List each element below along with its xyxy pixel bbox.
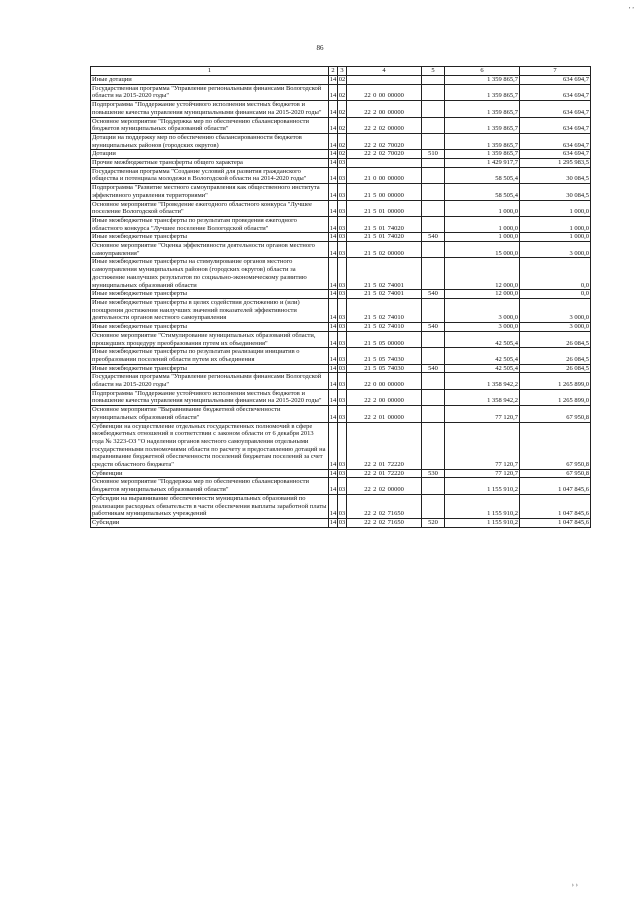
- row-amount-col7: 1 000,0: [520, 216, 591, 232]
- row-subsection-code: 02: [338, 117, 347, 133]
- row-amount-col6: 12 000,0: [445, 290, 520, 299]
- row-subsection-code: 03: [338, 518, 346, 526]
- row-amount-col6: 77 120,7: [445, 422, 520, 469]
- row-amount-col7: 1 000,0: [520, 200, 591, 216]
- row-expense-type: [422, 348, 445, 364]
- row-amount-col6: 1 359 865,7: [445, 101, 520, 117]
- row-expense-type: [422, 331, 445, 347]
- row-amount-col7: 26 084,5: [520, 364, 591, 373]
- row-section-code: 14: [329, 331, 338, 347]
- table-row: [91, 133, 591, 149]
- table-row: [91, 290, 591, 299]
- row-section-code: 14: [329, 258, 338, 290]
- row-subsection-code: 03: [338, 364, 346, 372]
- row-subsection-code: 02: [338, 76, 346, 83]
- header-col-7: 7: [520, 67, 591, 76]
- row-section-code: 14: [329, 117, 338, 133]
- row-description: Основное мероприятие "Стимулирование муниципальных образований области, прошедших процедуру преобразования путем их объединения": [91, 331, 329, 347]
- row-description: Иные межбюджетные трансферты на стимулирование органов местного самоуправления муниципальных районов (городских округов) области за достижение наилучших результатов по социально-экономическому развитию муниципальных образований области: [91, 258, 329, 290]
- row-amount-col6: 15 000,0: [445, 242, 520, 258]
- table-row: [91, 406, 591, 422]
- row-amount-col6: 1 000,0: [445, 216, 520, 232]
- row-amount-col6: 1 359 865,7: [445, 117, 520, 133]
- row-amount-col7: 1 295 983,5: [520, 159, 591, 168]
- table-row: [91, 494, 591, 518]
- row-subsection-code: 03: [338, 298, 347, 322]
- row-expense-type: [422, 101, 445, 117]
- row-amount-col6: 42 505,4: [445, 331, 520, 347]
- row-expense-type: 530: [422, 469, 445, 478]
- row-amount-col6: 1 359 865,7: [445, 150, 520, 159]
- row-amount-col7: 3 000,0: [520, 298, 591, 322]
- row-amount-col7: 3 000,0: [520, 323, 591, 332]
- row-subsection-code: 03: [338, 159, 346, 167]
- table-row: [91, 323, 591, 332]
- row-description: Подпрограмма "Поддержание устойчивого исполнения местных бюджетов и повышение качества управления муниципальными финансами на 2015-2020 годы": [91, 101, 329, 117]
- row-section-code: 14: [329, 76, 337, 83]
- row-section-code: 14: [329, 133, 338, 149]
- row-amount-col7: 67 950,8: [520, 406, 591, 422]
- row-amount-col7: 30 084,5: [520, 184, 591, 200]
- row-target-article: 21 5 00 00000: [347, 184, 422, 200]
- row-section-code: 14: [329, 84, 338, 100]
- row-subsection-code: 03: [338, 216, 347, 232]
- row-amount-col7: 634 694,7: [520, 133, 591, 149]
- row-expense-type: [422, 84, 445, 100]
- row-expense-type: [422, 422, 445, 469]
- row-subsection-code: 02: [338, 150, 346, 158]
- row-section-code: 14: [329, 348, 338, 364]
- row-amount-col7: 26 084,5: [520, 331, 591, 347]
- row-expense-type: 540: [422, 364, 445, 373]
- row-description: Иные межбюджетные трансферты: [91, 290, 329, 299]
- row-amount-col7: 1 047 845,6: [520, 478, 591, 494]
- table-row: [91, 76, 591, 85]
- row-section-code: 14: [329, 422, 338, 469]
- row-amount-col6: 42 505,4: [445, 364, 520, 373]
- row-section-code: 14: [329, 478, 338, 494]
- row-expense-type: [422, 494, 445, 518]
- row-amount-col7: 1 047 845,6: [520, 518, 591, 527]
- row-expense-type: [422, 298, 445, 322]
- table-row: [91, 233, 591, 242]
- table-row: [91, 184, 591, 200]
- page-number: 86: [316, 44, 324, 52]
- row-amount-col6: 3 000,0: [445, 323, 520, 332]
- row-subsection-code: 03: [338, 373, 347, 389]
- row-target-article: 22 2 02 00000: [347, 478, 422, 494]
- row-amount-col6: 1 359 865,7: [445, 76, 520, 85]
- row-target-article: 21 5 02 00000: [347, 242, 422, 258]
- row-target-article: 21 0 00 00000: [347, 167, 422, 183]
- row-section-code: 14: [329, 406, 338, 422]
- row-description: Субвенции на осуществление отдельных государственных полномочий в сфере межбюджетных отношений в соответствии с законом области от 6 декабря 2013 года № 3223-ОЗ "О наделении органов местного самоуправления отдельными государственными полномочиями области по расчету и предоставлению дотаций на выравнивание бюджетной обеспеченности поселений бюджетам поселений за счет средств областного бюджета": [91, 422, 329, 469]
- row-amount-col6: 1 155 910,2: [445, 478, 520, 494]
- header-col-4: 4: [347, 67, 422, 76]
- row-description: Государственная программа "Управление региональными финансами Вологодской области на 2015-2020 годы": [91, 84, 329, 100]
- row-amount-col6: 1 155 910,2: [445, 518, 520, 527]
- table-row: [91, 348, 591, 364]
- row-subsection-code: 03: [338, 184, 347, 200]
- row-amount-col7: 26 084,5: [520, 348, 591, 364]
- row-expense-type: [422, 258, 445, 290]
- row-expense-type: [422, 159, 445, 168]
- row-description: Иные межбюджетные трансферты: [91, 233, 329, 242]
- row-section-code: 14: [329, 469, 337, 477]
- row-subsection-code: 03: [338, 494, 347, 518]
- row-amount-col6: 1 358 942,2: [445, 373, 520, 389]
- table-row: [91, 101, 591, 117]
- row-expense-type: [422, 389, 445, 405]
- row-section-code: 14: [329, 389, 338, 405]
- row-amount-col7: 0,0: [520, 290, 591, 299]
- row-amount-col6: 58 505,4: [445, 184, 520, 200]
- row-description: Субсидии на выравнивание обеспеченности муниципальных образований по реализации расходных обязательств в части обеспечения выплаты заработной платы работникам муниципальных учреждений: [92, 494, 327, 518]
- table-row: [91, 518, 591, 527]
- row-target-article: 21 5 01 00000: [347, 200, 422, 216]
- row-expense-type: 520: [422, 518, 445, 527]
- row-description: Субвенции: [91, 469, 329, 478]
- table-row: [91, 242, 591, 258]
- row-subsection-code: 03: [338, 469, 346, 477]
- row-target-article: 22 2 02 71650: [347, 494, 422, 518]
- row-expense-type: [422, 406, 445, 422]
- row-target-article: 21 5 01 74020: [347, 233, 422, 242]
- row-section-code: 14: [329, 233, 337, 241]
- table-row: [91, 331, 591, 347]
- row-amount-col7: 634 694,7: [520, 76, 591, 85]
- corner-mark-bottom: › ›: [571, 881, 578, 889]
- header-col-1: 1: [91, 67, 329, 76]
- table-row: [91, 469, 591, 478]
- budget-table: [90, 66, 591, 528]
- row-amount-col6: 1 429 917,7: [445, 159, 520, 168]
- header-row: [91, 67, 591, 76]
- header-col-3: 3: [338, 67, 347, 76]
- row-description: Государственная программа "Создание условий для развития гражданского общества и потенциала молодежи в Вологодской области на 2014-2020 годы": [91, 167, 329, 183]
- table-row: [91, 389, 591, 405]
- row-amount-col6: 42 505,4: [445, 348, 520, 364]
- row-description: Субсидии: [91, 518, 329, 527]
- row-amount-col6: 1 155 910,2: [445, 494, 520, 518]
- row-amount-col7: 30 084,5: [520, 167, 591, 183]
- row-subsection-code: 03: [338, 478, 347, 494]
- row-amount-col7: 0,0: [520, 258, 591, 290]
- table-row: [91, 84, 591, 100]
- row-description: Дотации: [91, 150, 329, 159]
- row-description: Прочие межбюджетные трансферты общего характера: [91, 159, 329, 168]
- row-target-article: [347, 159, 422, 168]
- row-expense-type: [422, 200, 445, 216]
- row-target-article: 22 2 02 70020: [347, 150, 422, 159]
- row-subsection-code: 03: [338, 258, 347, 290]
- row-subsection-code: 03: [338, 348, 347, 364]
- table-row: [91, 150, 591, 159]
- row-target-article: 22 2 02 71650: [347, 518, 422, 527]
- row-section-code: 14: [329, 242, 338, 258]
- row-amount-col6: 77 120,7: [445, 469, 520, 478]
- row-amount-col6: 1 000,0: [445, 200, 520, 216]
- row-target-article: 21 5 05 00000: [347, 331, 422, 347]
- row-description: Иные межбюджетные трансферты по результатам проведения ежегодного областного конкурса "Лучшее поселение Вологодской области": [91, 216, 329, 232]
- row-subsection-code: 03: [338, 406, 347, 422]
- row-amount-col7: 3 000,0: [520, 242, 591, 258]
- table-row: [91, 117, 591, 133]
- row-section-code: 14: [329, 150, 337, 158]
- row-target-article: [347, 76, 422, 85]
- row-expense-type: [422, 242, 445, 258]
- row-target-article: 22 2 02 70020: [347, 133, 422, 149]
- row-expense-type: [422, 216, 445, 232]
- row-subsection-code: 03: [338, 422, 347, 469]
- row-amount-col7: 1 265 899,0: [520, 373, 591, 389]
- row-amount-col7: 67 950,8: [520, 422, 591, 469]
- row-amount-col7: 634 694,7: [520, 150, 591, 159]
- row-expense-type: [422, 76, 445, 85]
- row-description: Основное мероприятие "Проведение ежегодного областного конкурса "Лучшее поселение Вологодской области": [91, 200, 329, 216]
- row-description: Подпрограмма "Развитие местного самоуправления как общественного института эффективного управления территориями": [91, 184, 329, 200]
- row-target-article: 22 0 00 00000: [347, 373, 422, 389]
- row-expense-type: 510: [422, 150, 445, 159]
- row-target-article: 22 2 01 72220: [347, 469, 422, 478]
- row-description: Подпрограмма "Поддержание устойчивого исполнения местных бюджетов и повышение качества управления муниципальными финансами на 2015-2020 годы": [91, 389, 329, 405]
- row-target-article: 21 5 01 74020: [347, 216, 422, 232]
- row-target-article: 21 5 05 74030: [347, 348, 422, 364]
- row-target-article: 21 5 05 74030: [347, 364, 422, 373]
- row-section-code: 14: [329, 200, 338, 216]
- table-row: [91, 478, 591, 494]
- header-col-2: 2: [329, 67, 338, 76]
- row-subsection-code: 03: [338, 233, 346, 241]
- row-description: Основное мероприятие "Поддержка мер по обеспечению сбалансированности бюджетов муниципальных образований области": [91, 478, 329, 494]
- row-expense-type: 540: [422, 290, 445, 299]
- row-section-code: 14: [329, 290, 337, 298]
- row-expense-type: [422, 478, 445, 494]
- row-description: Иные межбюджетные трансферты: [91, 364, 329, 373]
- row-description: Дотации на поддержку мер по обеспечению сбалансированности бюджетов муниципальных районов (городских округов): [91, 133, 329, 149]
- row-section-code: 14: [329, 101, 338, 117]
- row-description: Государственная программа "Управление региональными финансами Вологодской области на 2015-2020 годы": [91, 373, 329, 389]
- header-col-6: 6: [445, 67, 520, 76]
- row-expense-type: 540: [422, 233, 445, 242]
- row-description: Иные межбюджетные трансферты в целях содействия достижению и (или) поощрения достижения наилучших значений показателей эффективности деятельности органов местного самоуправления: [91, 298, 329, 322]
- row-subsection-code: 03: [338, 323, 346, 331]
- row-expense-type: [422, 184, 445, 200]
- row-target-article: 22 2 02 00000: [347, 117, 422, 133]
- row-amount-col6: 1 359 865,7: [445, 84, 520, 100]
- row-section-code: 14: [329, 323, 337, 331]
- row-amount-col7: 1 047 845,6: [520, 494, 591, 518]
- row-amount-col7: 1 265 899,0: [520, 389, 591, 405]
- row-description: Иные дотации: [91, 76, 329, 85]
- row-description: Основное мероприятие "Оценка эффективности деятельности органов местного самоуправления": [91, 242, 329, 258]
- row-amount-col7: 634 694,7: [520, 101, 591, 117]
- table-row: [91, 364, 591, 373]
- row-section-code: 14: [329, 373, 338, 389]
- row-amount-col6: 1 358 942,2: [445, 389, 520, 405]
- table-row: [91, 167, 591, 183]
- table-body: [91, 76, 591, 528]
- table-row: [91, 422, 591, 469]
- row-description: Иные межбюджетные трансферты: [91, 323, 329, 332]
- row-expense-type: 540: [422, 323, 445, 332]
- row-section-code: 14: [329, 167, 338, 183]
- row-expense-type: [422, 373, 445, 389]
- row-section-code: 14: [329, 159, 337, 167]
- table-row: [91, 298, 591, 322]
- corner-mark-top: , ,: [628, 2, 634, 10]
- row-subsection-code: 02: [338, 84, 347, 100]
- table-row: [91, 258, 591, 290]
- row-target-article: 22 2 00 00000: [347, 101, 422, 117]
- row-amount-col6: 77 120,7: [445, 406, 520, 422]
- row-amount-col6: 1 000,0: [445, 233, 520, 242]
- row-amount-col7: 634 694,7: [520, 84, 591, 100]
- row-amount-col7: 67 950,8: [520, 469, 591, 478]
- table-row: [91, 373, 591, 389]
- row-subsection-code: 03: [338, 167, 347, 183]
- row-subsection-code: 03: [338, 331, 347, 347]
- row-target-article: 22 2 01 72220: [347, 422, 422, 469]
- row-target-article: 22 0 00 00000: [347, 84, 422, 100]
- row-section-code: 14: [329, 364, 337, 372]
- row-expense-type: [422, 133, 445, 149]
- row-section-code: 14: [329, 494, 338, 518]
- row-subsection-code: 03: [338, 290, 346, 298]
- row-subsection-code: 03: [338, 242, 347, 258]
- row-description: Основное мероприятие "Поддержка мер по обеспечению сбалансированности бюджетов муниципальных образований области": [91, 117, 329, 133]
- row-expense-type: [422, 167, 445, 183]
- row-section-code: 14: [329, 298, 338, 322]
- row-target-article: 21 5 02 74001: [347, 290, 422, 299]
- table-row: [91, 159, 591, 168]
- row-description: Основное мероприятие "Выравнивание бюджетной обеспеченности муниципальных образований области": [91, 406, 329, 422]
- row-expense-type: [422, 117, 445, 133]
- row-subsection-code: 03: [338, 200, 347, 216]
- row-section-code: 14: [329, 216, 338, 232]
- row-target-article: 22 2 00 00000: [347, 389, 422, 405]
- row-description: Иные межбюджетные трансферты по результатам реализации инициатив о преобразовании поселений области путем их объединения: [91, 348, 329, 364]
- row-section-code: 14: [329, 184, 338, 200]
- table-row: [91, 216, 591, 232]
- row-subsection-code: 03: [338, 389, 347, 405]
- row-amount-col6: 58 505,4: [445, 167, 520, 183]
- row-amount-col7: 634 694,7: [520, 117, 591, 133]
- table-row: [91, 200, 591, 216]
- row-amount-col6: 12 000,0: [445, 258, 520, 290]
- header-col-5: 5: [422, 67, 445, 76]
- row-target-article: 21 5 02 74010: [347, 323, 422, 332]
- row-target-article: 21 5 02 74010: [347, 298, 422, 322]
- row-subsection-code: 02: [338, 101, 347, 117]
- row-amount-col6: 3 000,0: [445, 298, 520, 322]
- row-amount-col7: 1 000,0: [520, 233, 591, 242]
- row-amount-col6: 1 359 865,7: [445, 133, 520, 149]
- row-subsection-code: 02: [338, 133, 347, 149]
- row-section-code: 14: [329, 518, 337, 526]
- row-target-article: 22 2 01 00000: [347, 406, 422, 422]
- row-target-article: 21 5 02 74001: [347, 258, 422, 290]
